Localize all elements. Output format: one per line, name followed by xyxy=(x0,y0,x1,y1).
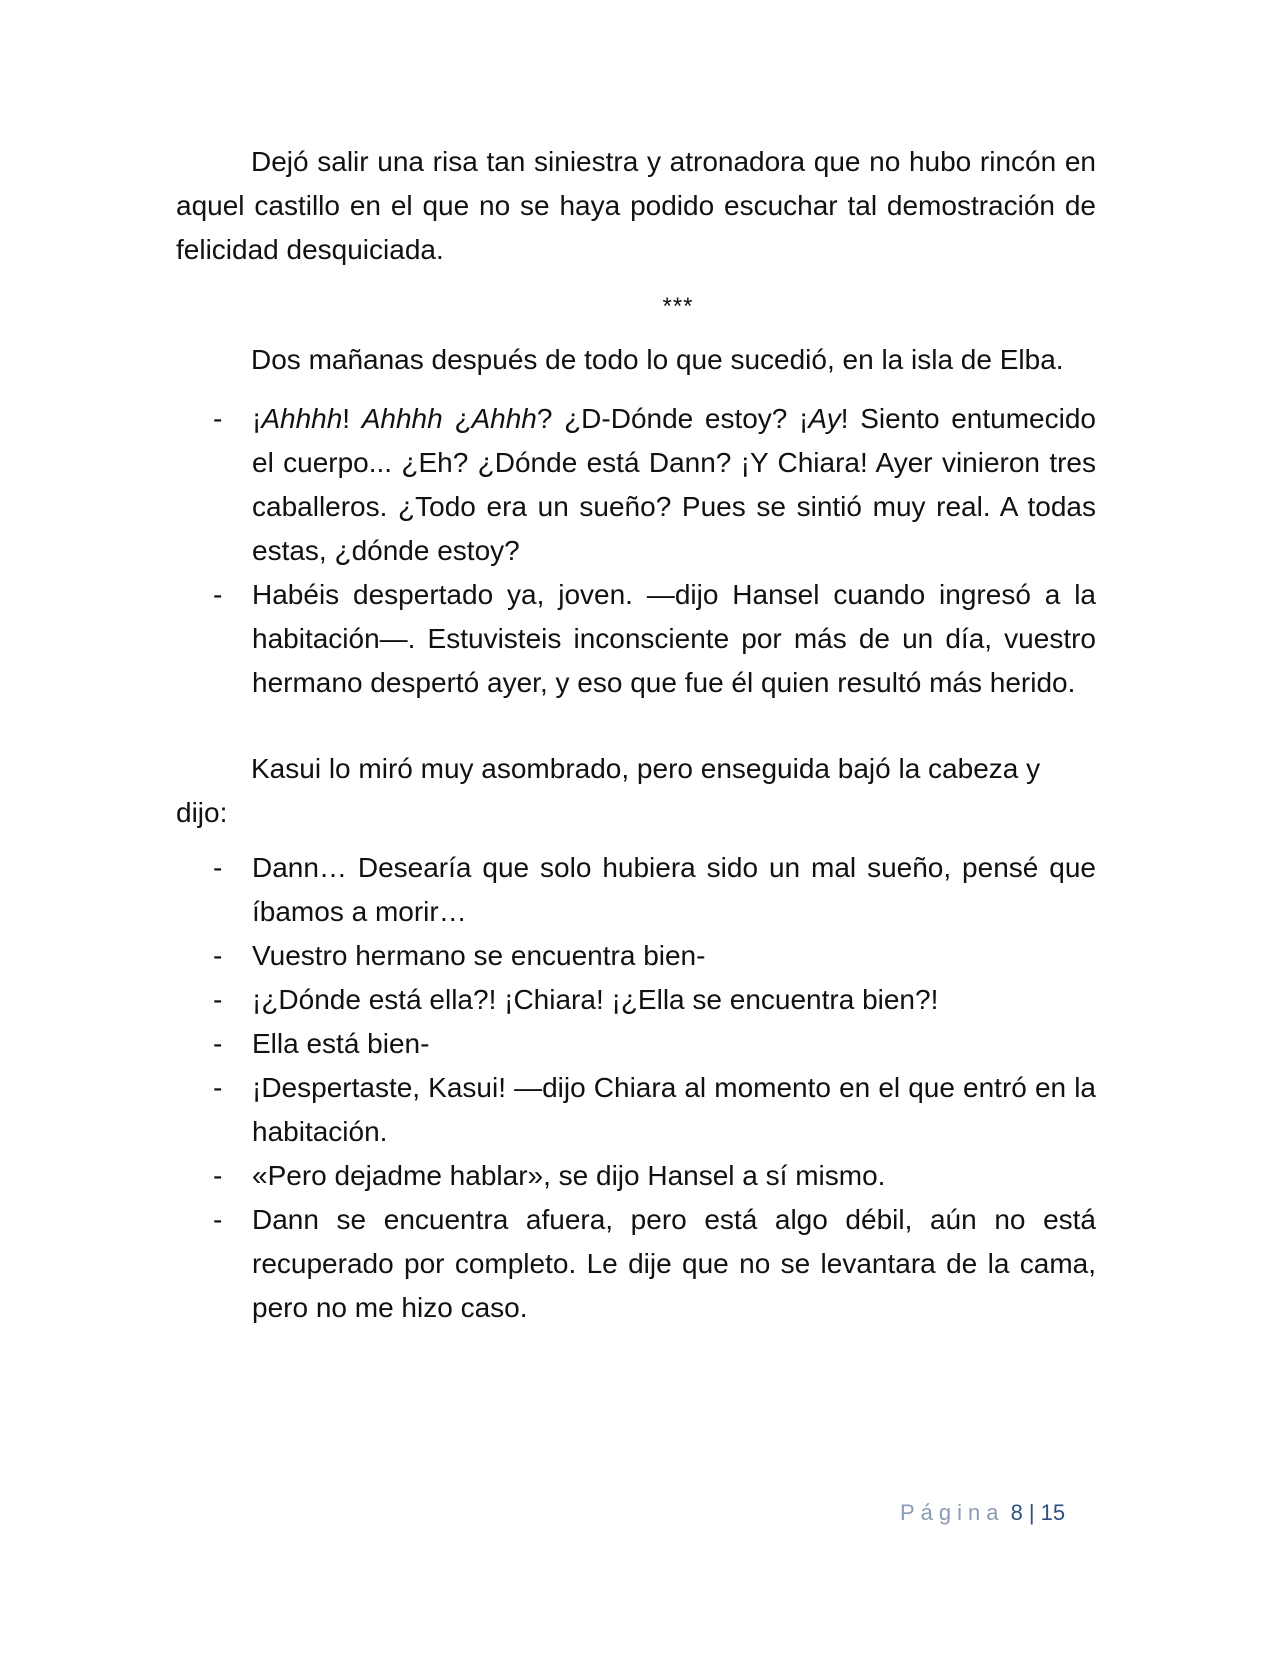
list-item xyxy=(176,1154,1096,1198)
page-total: 15 xyxy=(1040,1500,1066,1525)
paragraph-2: Dos mañanas después de todo lo que sucedió, en la isla de Elba. xyxy=(251,344,1064,375)
dash-marker: - xyxy=(213,940,223,971)
dialogue-list-1 xyxy=(176,397,1096,705)
dialogue-list-2 xyxy=(176,846,1096,1330)
page-footer xyxy=(900,1500,1065,1526)
dash-marker: - xyxy=(213,579,223,610)
dialogue-line: Dann se encuentra afuera, pero está algo débil, aún no está recuperado por completo. Le dije que no se levantara de la cama, pero no me hizo caso. xyxy=(252,1204,1096,1323)
list-item xyxy=(176,934,1096,978)
dash-marker: - xyxy=(213,1028,223,1059)
paragraph-1: Dejó salir una risa tan siniestra y atronadora que no hubo rincón en aquel castillo en el que no se haya podido escuchar tal demostración de felicidad desquiciada. xyxy=(176,146,1096,265)
paragraph-3: Kasui lo miró muy asombrado, pero enseguida bajó la cabeza y dijo: xyxy=(176,753,1041,828)
dialogue-line: ¡Despertaste, Kasui! —dijo Chiara al momento en el que entró en la habitación. xyxy=(252,1072,1096,1147)
dialogue-line: «Pero dejadme hablar», se dijo Hansel a sí mismo. xyxy=(252,1160,886,1191)
list-item xyxy=(176,978,1096,1022)
dash-marker: - xyxy=(213,1160,223,1191)
dash-marker: - xyxy=(213,984,223,1015)
section-separator: *** xyxy=(662,293,694,320)
page-number: 8 xyxy=(1010,1500,1023,1525)
dialogue-line: Habéis despertado ya, joven. —dijo Hansel cuando ingresó a la habitación—. Estuvisteis inconsciente por más de un día, vuestro hermano despertó ayer, y eso que fue él quien resultó más herido. xyxy=(252,579,1096,698)
list-item xyxy=(176,846,1096,934)
dialogue-line: Vuestro hermano se encuentra bien- xyxy=(252,940,706,971)
list-item xyxy=(176,1022,1096,1066)
list-item xyxy=(176,397,1096,573)
footer-label: Página xyxy=(900,1500,1005,1525)
list-item xyxy=(176,1066,1096,1154)
list-item xyxy=(176,573,1096,705)
dash-marker: - xyxy=(213,403,223,434)
dash-marker: - xyxy=(213,1072,223,1103)
dialogue-line: ¡Ahhhh! Ahhhh ¿Ahhh? ¿D-Dónde estoy? ¡Ay! Siento entumecido el cuerpo... ¿Eh? ¿Dónde está Dann? ¡Y Chiara! Ayer vinieron tres caballeros. ¿Todo era un sueño? Pues se sintió muy real. A todas estas, ¿dónde estoy? xyxy=(252,403,1096,566)
dialogue-line: Dann… Desearía que solo hubiera sido un mal sueño, pensé que íbamos a morir… xyxy=(252,852,1096,927)
dialogue-line: ¡¿Dónde está ella?! ¡Chiara! ¡¿Ella se encuentra bien?! xyxy=(252,984,939,1015)
dash-marker: - xyxy=(213,852,223,883)
list-item xyxy=(176,1198,1096,1330)
footer-separator: | xyxy=(1028,1500,1035,1525)
dash-marker: - xyxy=(213,1204,223,1235)
dialogue-line: Ella está bien- xyxy=(252,1028,430,1059)
